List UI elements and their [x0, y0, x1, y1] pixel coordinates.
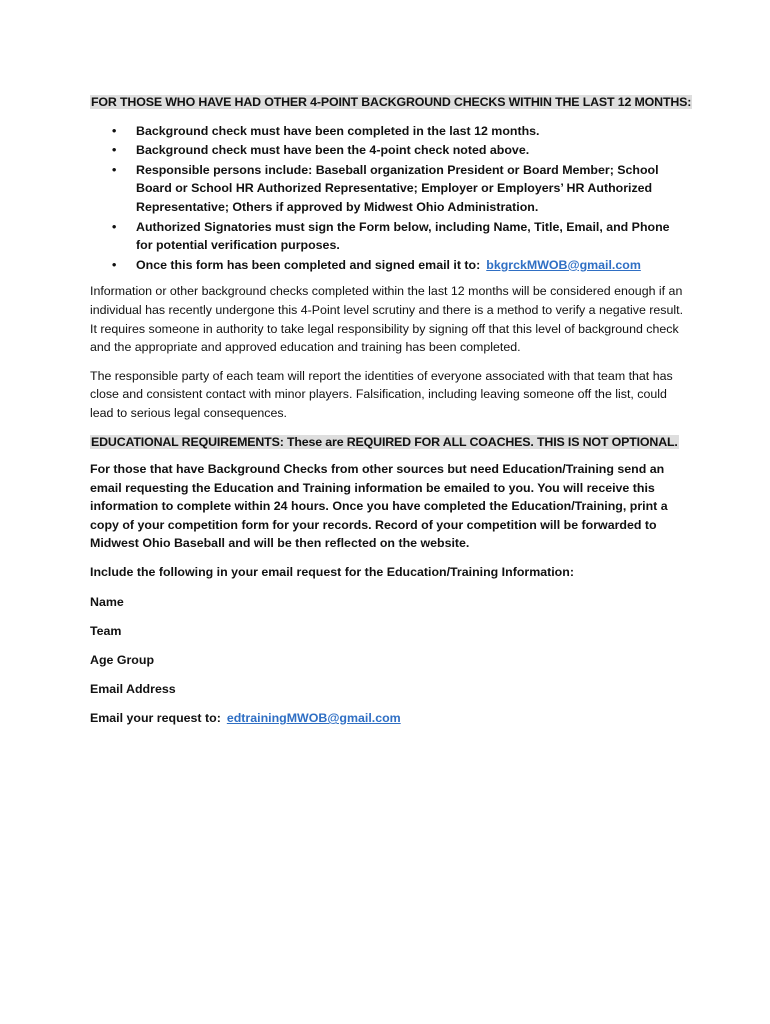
- background-check-email-link[interactable]: bkgrckMWOB@gmail.com: [486, 257, 641, 272]
- list-item-text: Once this form has been completed and signed email it to:: [136, 257, 481, 272]
- field-name: Name: [90, 594, 124, 609]
- field-email-address: Email Address: [90, 681, 176, 696]
- field-team: Team: [90, 623, 122, 638]
- background-checks-heading: FOR THOSE WHO HAVE HAD OTHER 4-POINT BACKGROUND CHECKS WITHIN THE LAST 12 MONTHS:: [91, 95, 692, 109]
- list-item: [136, 122, 685, 141]
- requirements-list: [90, 122, 685, 275]
- list-item-text: Authorized Signatories must sign the Form below, including Name, Title, Email, and Phone for potential verification purposes.: [136, 219, 670, 253]
- background-checks-heading-row: [90, 93, 692, 112]
- education-heading-row: [90, 433, 685, 452]
- list-item: [136, 161, 685, 217]
- list-item-text: Background check must have been completed in the last 12 months.: [136, 123, 540, 138]
- education-instructions-paragraph: For those that have Background Checks from other sources but need Education/Training send an email requesting the Education and Training information be emailed to you. You will receive this information to complete within 24 hours. Once you have completed the Education/Training, print a copy of your competition form for your records. Record of your competition will be forwarded to Midwest Ohio Baseball and will be then reflected on the website.: [90, 462, 668, 551]
- document-body: [90, 93, 692, 738]
- email-request-label: Email your request to:: [90, 711, 221, 726]
- list-item: [136, 141, 685, 160]
- email-request-line: [90, 709, 685, 728]
- field-age-group: Age Group: [90, 652, 155, 667]
- include-following-paragraph: Include the following in your email request for the Education/Training Information:: [90, 565, 574, 580]
- verification-paragraph: Information or other background checks completed within the last 12 months will be considered enough if an individual has recently undergone this 4-Point level scrutiny and there is a method to verify a negative result. It requires someone in authority to take legal responsibility by signing off that this level of background check and the appropriate and approved education and training has been completed.: [90, 284, 684, 355]
- list-item: [136, 256, 685, 275]
- list-item: [136, 218, 685, 255]
- education-requirements-heading: EDUCATIONAL REQUIREMENTS: These are REQUIRED FOR ALL COACHES. THIS IS NOT OPTIONAL.: [91, 434, 678, 449]
- list-item-text: Responsible persons include: Baseball organization President or Board Member; School Board or School HR Authorized Representative; Employer or Employers’ HR Authorized Representative; Others if approved by Midwest Ohio Administration.: [136, 162, 659, 214]
- list-item-text: Background check must have been the 4-point check noted above.: [136, 143, 530, 158]
- responsible-party-paragraph: The responsible party of each team will report the identities of everyone associated with that team that has close and consistent contact with minor players. Falsification, including leaving someone off the list, could lead to serious legal consequences.: [90, 368, 673, 420]
- education-training-email-link[interactable]: edtrainingMWOB@gmail.com: [226, 711, 401, 726]
